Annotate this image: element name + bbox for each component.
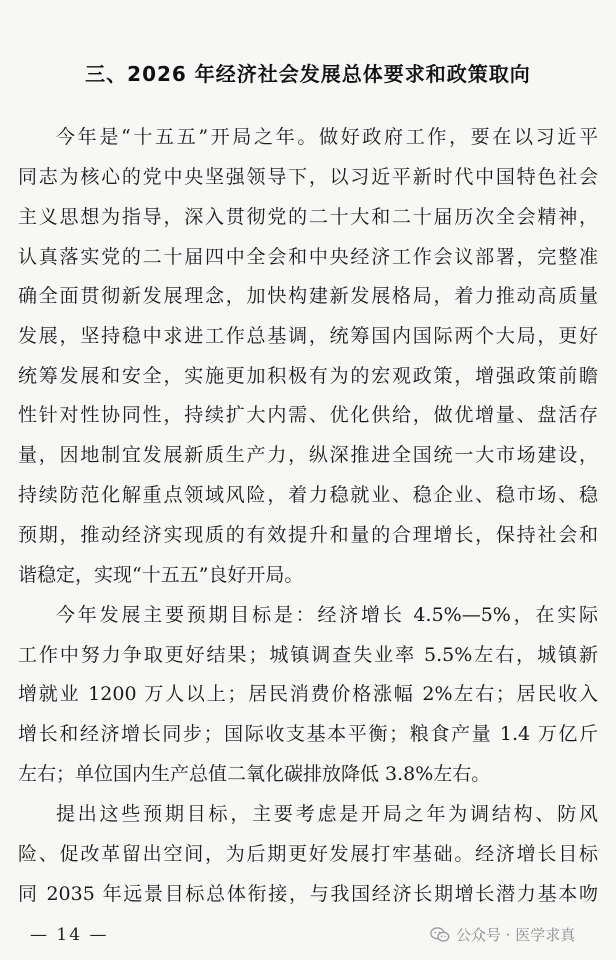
paragraph-line: 确全面贯彻新发展理念，加快构建新发展格局，着力推动高质量 [18,285,598,307]
paragraph-line: 工作中努力争取更好结果；城镇调查失业率 5.5%左右，城镇新 [18,644,598,666]
paragraph-line: 主义思想为指导，深入贯彻党的二十大和二十届历次全会精神， [18,206,598,228]
watermark [430,924,575,945]
paragraph-line: 险、促改革留出空间，为后期更好发展打牢基础。经济增长目标 [18,843,598,865]
paragraph-line: 提出这些预期目标，主要考虑是开局之年为调结构、防风 [56,803,598,825]
page-number: — 14 — [30,925,109,945]
paragraph-line: 今年发展主要预期目标是：经济增长 4.5%—5%，在实际 [56,604,598,626]
paragraph-line: 统筹发展和安全，实施更加积极有为的宏观政策，增强政策前瞻 [18,365,598,387]
paragraph-line: 同 2035 年远景目标总体衔接，与我国经济长期增长潜力基本吻 [18,883,598,905]
watermark-text: 公众号 · 医学求真 [456,926,576,944]
section-heading: 三、2026 年经济社会发展总体要求和政策取向 [85,62,531,86]
paragraph-line: 同志为核心的党中央坚强领导下，以习近平新时代中国特色社会 [18,166,598,188]
paragraph-line: 谐稳定，实现“十五五”良好开局。 [18,564,304,586]
paragraph-line: 左右；单位国内生产总值二氧化碳排放降低 3.8%左右。 [18,763,491,785]
paragraph-line: 量，因地制宜发展新质生产力，纵深推进全国统一大市场建设， [18,444,598,466]
paragraph-line: 持续防范化解重点领域风险，着力稳就业、稳企业、稳市场、稳 [18,484,598,506]
paragraph-line: 性针对性协同性，持续扩大内需、优化供给，做优增量、盘活存 [18,404,598,426]
paragraph-line: 认真落实党的二十届四中全会和中央经济工作会议部署，完整准 [18,246,598,268]
paragraph-line: 增就业 1200 万人以上；居民消费价格涨幅 2%左右；居民收入 [18,683,598,705]
paragraph-line: 发展，坚持稳中求进工作总基调，统筹国内国际两个大局，更好 [18,325,598,347]
wechat-icon [430,926,450,944]
paragraph-line: 增长和经济增长同步；国际收支基本平衡；粮食产量 1.4 万亿斤 [18,723,598,745]
paragraph-line: 预期，推动经济实现质的有效提升和量的合理增长，保持社会和 [18,524,598,546]
paragraph-line: 今年是“十五五”开局之年。做好政府工作，要在以习近平 [56,126,598,148]
